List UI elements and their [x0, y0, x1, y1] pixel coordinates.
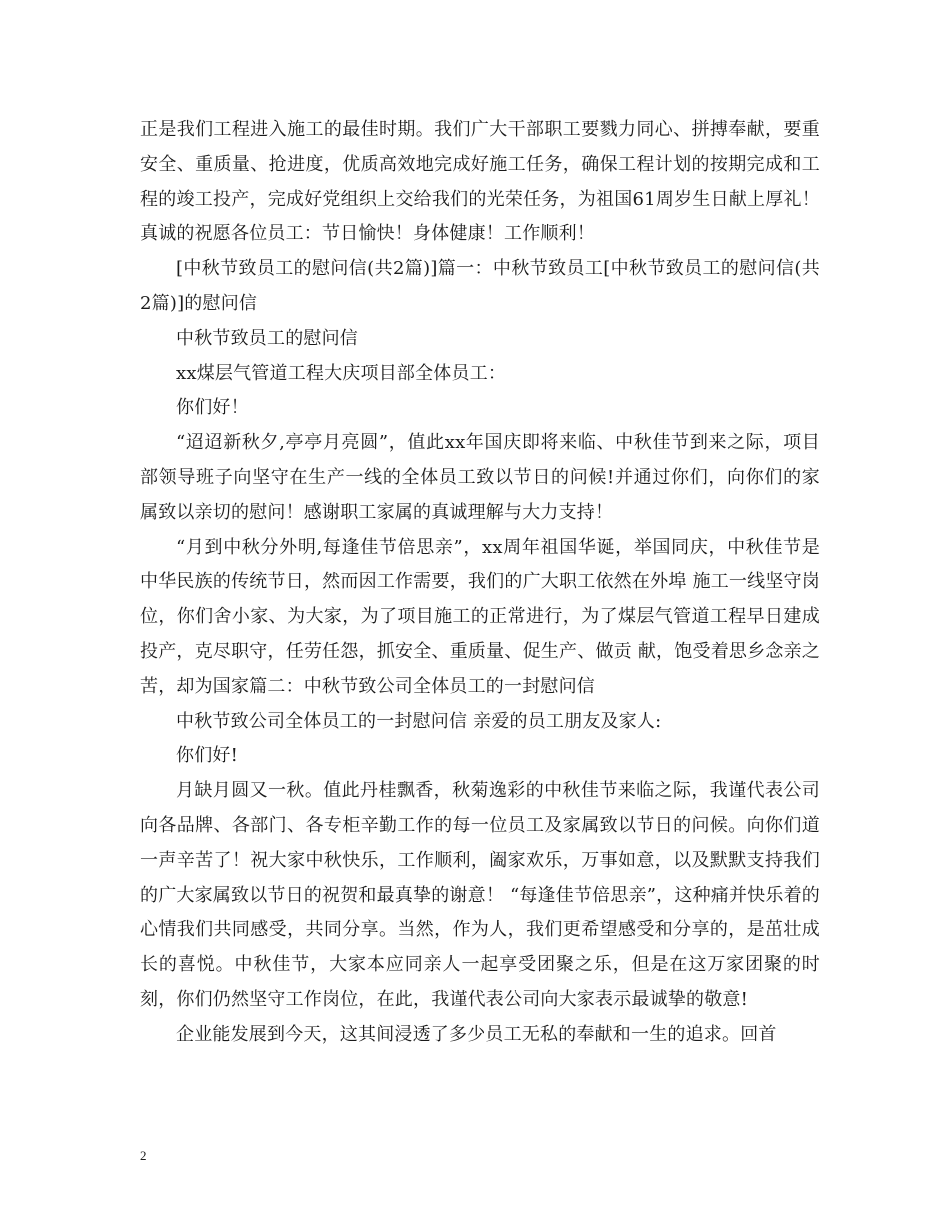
greeting: 你们好!	[176, 745, 239, 767]
letter-salutation: xx煤层气管道工程大庆项目部全体员工：	[176, 362, 507, 384]
document-body	[140, 113, 820, 1053]
letter-heading: 中秋节致公司全体员工的一封慰问信 亲爱的员工朋友及家人:	[176, 710, 662, 732]
paragraph: 企业能发展到今天，这其间浸透了多少员工无私的奉献和一生的追求。回首	[176, 1023, 777, 1045]
paragraph: 月缺月圆又一秋。值此丹桂飘香，秋菊逸彩的中秋佳节来临之际，我谨代表公司向各品牌、各部门、各专柜辛勤工作的每一位员工及家属致以节日的问候。向你们道一声辛苦了！祝大家中秋快乐，工作顺利，阖家欢乐，万事如意，以及默默支持我们的广大家属致以节日的祝贺和最真挚的谢意！ “每逢佳节倍思亲”，这种痛并快乐着的心情我们共同感受，共同分享。当然，作为人，我们更希望感受和分享的，是茁壮成长的喜悦。中秋佳节，大家本应同亲人一起享受团聚之乐，但是在这万家团聚的时刻，你们仍然坚守工作岗位，在此，我谨代表公司向大家表示最诚挚的敬意!	[140, 780, 820, 1010]
paragraph: [中秋节致员工的慰问信(共2篇)]篇一：中秋节致员工[中秋节致员工的慰问信(共2篇)]的慰问信	[140, 258, 820, 314]
paragraph: 正是我们工程进入施工的最佳时期。我们广大干部职工要戮力同心、拼搏奉献，要重安全、重质量、抢进度，优质高效地完成好施工任务，确保工程计划的按期完成和工程的竣工投产，完成好党组织上交给我们的光荣任务，为祖国61周岁生日献上厚礼！真诚的祝愿各位员工：节日愉快！身体健康！工作顺利！	[140, 119, 820, 245]
page-number: 2	[140, 1148, 147, 1163]
greeting: 你们好！	[176, 397, 249, 419]
letter-title: 中秋节致员工的慰问信	[176, 327, 358, 349]
paragraph: “迢迢新秋夕,亭亭月亮圆”，值此xx年国庆即将来临、中秋佳节到来之际，项目部领导班子向坚守在生产一线的全体员工致以节日的问候!并通过你们，向你们的家属致以亲切的慰问！感谢职工家属的真诚理解与大力支持！	[140, 432, 820, 523]
paragraph: “月到中秋分外明,每逢佳节倍思亲”，xx周年祖国华诞，举国同庆，中秋佳节是中华民族的传统节日，然而因工作需要，我们的广大职工依然在外埠 施工一线坚守岗位，你们舍小家、为大家，为了项目施工的正常进行，为了煤层气管道工程早日建成投产，克尽职守，任劳任怨，抓安全、重质量、促生产、做贡 献，饱受着思乡念亲之苦，却为国家篇二：中秋节致公司全体员工的一封慰问信	[140, 536, 820, 697]
